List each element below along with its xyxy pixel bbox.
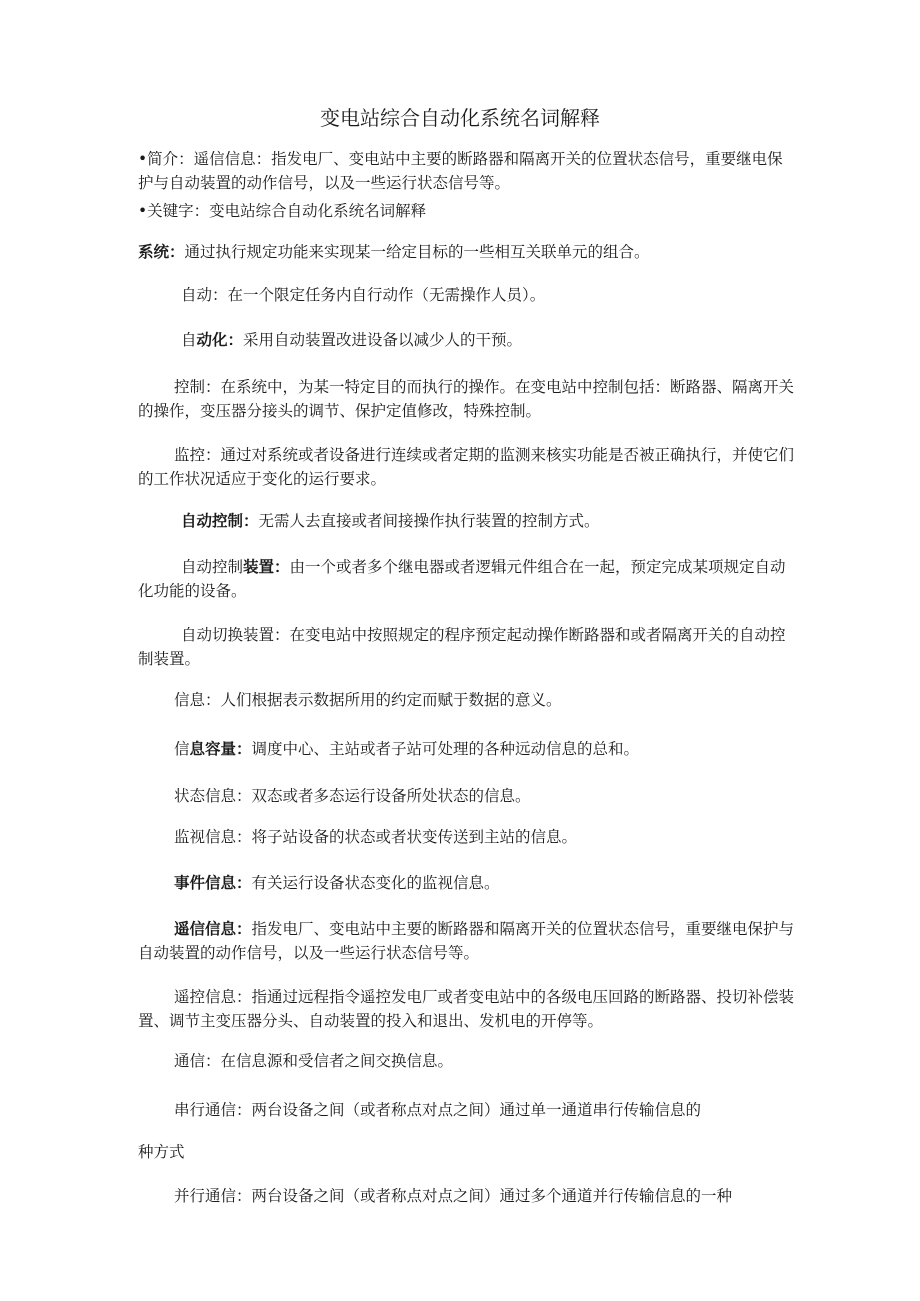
term-label: 串行通信： <box>174 1101 252 1119</box>
term-definition: 在信息源和受信者之间交换信息。 <box>220 1052 454 1070</box>
term-definition: 两台设备之间（或者称点对点之间）通过单一通道串行传输信息的 <box>251 1101 702 1119</box>
term-information <box>138 688 796 712</box>
term-definition: 由一个或者多个继电器或者逻辑元件组合在一起，预定完成某项规定自动化功能的设备。 <box>138 558 786 600</box>
term-automatic-control-device <box>138 555 796 603</box>
term-automatic <box>138 283 796 307</box>
term-serial-communication <box>138 1098 796 1122</box>
term-automatic-control <box>138 509 796 533</box>
term-definition: 调度中心、主站或者子站可处理的各种远动信息的总和。 <box>251 740 640 758</box>
term-definition: 指发电厂、变电站中主要的断路器和隔离开关的位置状态信号，重要继电保护与自动装置的动作信号，以及一些运行状态信号等。 <box>138 920 795 962</box>
term-system <box>138 240 796 264</box>
term-label-b: 息容量： <box>189 739 252 758</box>
term-label-b: 装置： <box>243 557 290 576</box>
term-definition: 无需人去直接或者间接操作执行装置的控制方式。 <box>258 512 600 530</box>
term-communication <box>138 1049 796 1073</box>
term-definition: 指通过远程指令遥控发电厂或者变电站中的各级电压回路的断路器、投切补偿装置、调节主变压器分头、自动装置的投入和退出、发机电的开停等。 <box>138 988 795 1030</box>
term-label: 信息： <box>174 691 221 709</box>
term-label: 监控： <box>174 446 221 464</box>
term-definition: 有关运行设备状态变化的监视信息。 <box>251 874 500 892</box>
term-automation <box>138 328 796 352</box>
summary-text: 遥信信息：指发电厂、变电站中主要的断路器和隔离开关的位置状态信号，重要继电保护与自动装置的动作信号，以及一些运行状态信号等。 <box>138 150 783 192</box>
term-label-a: 信 <box>174 740 190 758</box>
term-label: 并行通信： <box>174 1187 252 1205</box>
term-definition: 双态或者多态运行设备所处状态的信息。 <box>251 787 531 805</box>
term-definition: 采用自动装置改进设备以减少人的干预。 <box>243 331 523 349</box>
term-definition: 在系统中，为某一特定目的而执行的操作。在变电站中控制包括：断路器、隔离开关的操作，变压器分接头的调节、保护定值修改，特殊控制。 <box>138 378 795 420</box>
term-information-capacity <box>138 737 796 761</box>
term-label: 控制： <box>174 378 221 396</box>
term-supervisory-information <box>138 825 796 849</box>
term-label: 自动切换装置： <box>181 626 290 644</box>
intro-summary <box>138 147 796 195</box>
term-label: 遥信信息： <box>174 919 252 938</box>
term-definition: 通过对系统或者设备进行连续或者定期的监测来核实功能是否被正确执行，并使它们的工作状况适应于变化的运行要求。 <box>138 446 795 488</box>
term-label: 通信： <box>174 1052 221 1070</box>
term-serial-communication-continuation: 种方式 <box>138 1143 185 1161</box>
document-title: 变电站综合自动化系统名词解释 <box>320 106 600 130</box>
term-parallel-communication <box>138 1184 796 1208</box>
summary-label: •简介： <box>138 150 194 168</box>
term-label-a: 自 <box>181 331 197 349</box>
term-label: 监视信息： <box>174 828 252 846</box>
term-definition: 两台设备之间（或者称点对点之间）通过多个通道并行传输信息的一种 <box>251 1187 733 1205</box>
term-label: 自动： <box>181 286 228 304</box>
term-telecontrol-information <box>138 985 796 1033</box>
term-label: 系统： <box>138 242 185 261</box>
term-automatic-switching-device <box>138 623 796 671</box>
term-label: 事件信息： <box>174 873 252 892</box>
term-definition: 在变电站中按照规定的程序预定起动操作断路器和或者隔离开关的自动控制装置。 <box>138 626 786 668</box>
keywords-label: •关键字： <box>138 202 210 220</box>
term-telesignal-information <box>138 917 796 965</box>
term-control <box>138 375 796 423</box>
term-label: 遥控信息： <box>174 988 252 1006</box>
intro-keywords <box>138 199 796 223</box>
term-definition: 人们根据表示数据所用的约定而赋于数据的意义。 <box>220 691 562 709</box>
term-label-b: 动化： <box>196 330 244 349</box>
term-definition: 在一个限定任务内自行动作（无需操作人员）。 <box>227 286 546 304</box>
term-label: 自动控制： <box>181 511 259 530</box>
term-label-a: 自动控制 <box>181 558 244 576</box>
term-definition: 通过执行规定功能来实现某一给定目标的一些相互关联单元的组合。 <box>184 243 650 261</box>
term-definition: 将子站设备的状态或者状变传送到主站的信息。 <box>251 828 578 846</box>
term-monitoring <box>138 443 796 491</box>
term-label: 状态信息： <box>174 787 252 805</box>
term-event-information <box>138 871 796 895</box>
keywords-text: 变电站综合自动化系统名词解释 <box>209 202 427 220</box>
term-status-information <box>138 784 796 808</box>
